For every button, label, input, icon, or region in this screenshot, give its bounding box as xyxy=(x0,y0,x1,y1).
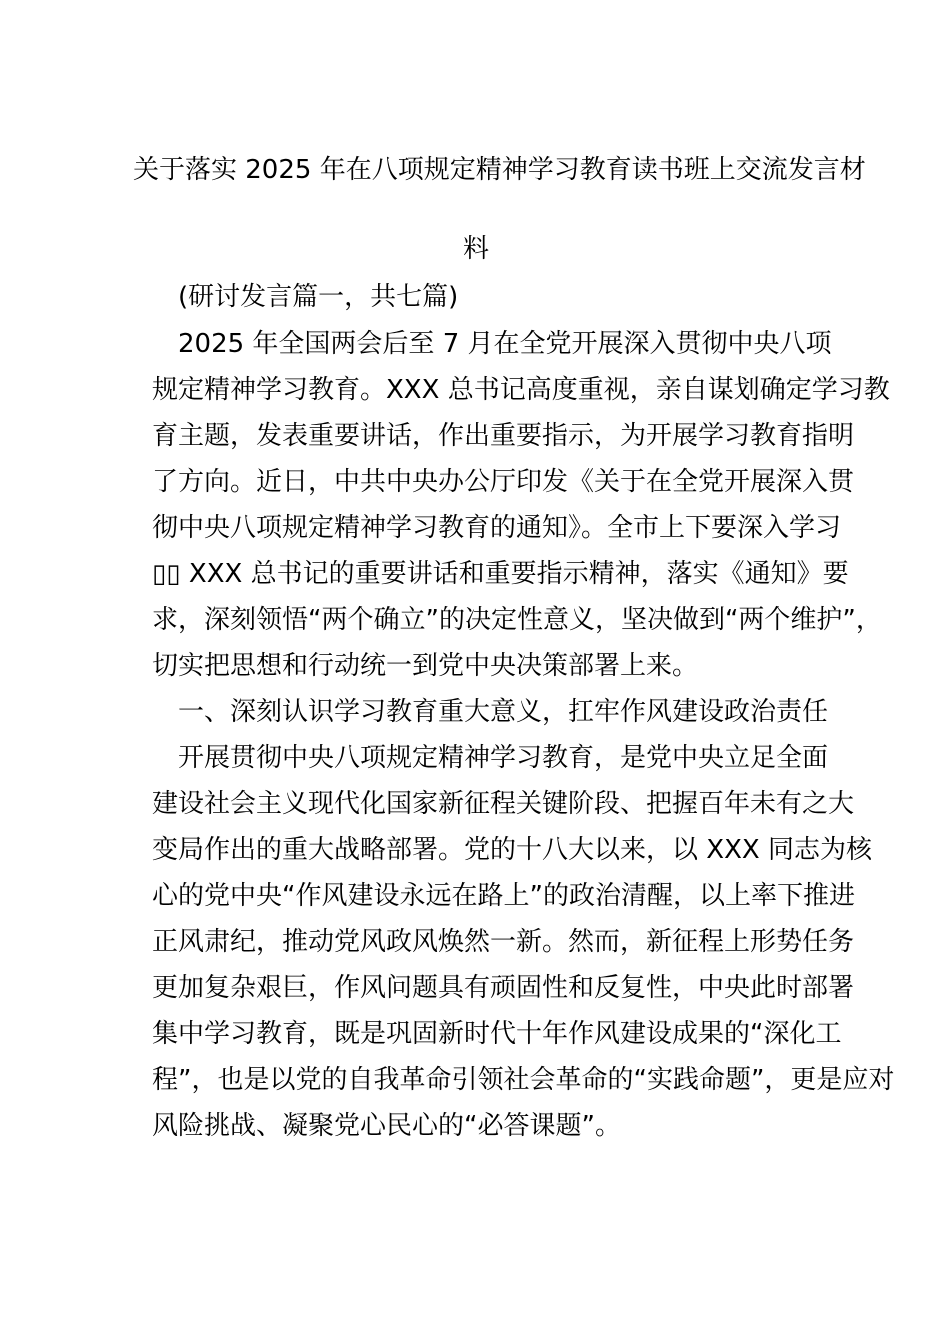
paragraph-2-line: 更加复杂艰巨，作风问题具有顽固性和反复性，中央此时部署 xyxy=(152,973,855,1003)
paragraph-2-line: 变局作出的重大战略部署。党的十八大以来，以 XXX 同志为核 xyxy=(152,835,872,865)
paragraph-1-line: 切实把思想和行动统一到党中央决策部署上来。 xyxy=(152,651,699,681)
document-title-line-2: 料 xyxy=(463,234,490,264)
document-title-line-1: 关于落实 2025 年在八项规定精神学习教育读书班上交流发言材 xyxy=(133,155,866,185)
paragraph-1-line: ▯▯ XXX 总书记的重要讲话和重要指示精神，落实《通知》要 xyxy=(152,559,849,589)
paragraph-2-line: 程”，也是以党的自我革命引领社会革命的“实践命题”，更是应对 xyxy=(152,1065,895,1095)
paragraph-2-line: 风险挑战、凝聚党心民心的“必答课题”。 xyxy=(152,1111,621,1141)
paragraph-1-line: 彻中央八项规定精神学习教育的通知》。全市上下要深入学习 xyxy=(152,513,842,543)
paragraph-1-line: 育主题，发表重要讲话，作出重要指示，为开展学习教育指明 xyxy=(152,421,855,451)
document-subtitle: (研讨发言篇一，共七篇) xyxy=(178,282,459,312)
paragraph-2-line: 集中学习教育，既是巩固新时代十年作风建设成果的“深化工 xyxy=(152,1019,842,1049)
paragraph-2-line: 建设社会主义现代化国家新征程关键阶段、把握百年未有之大 xyxy=(152,789,855,819)
paragraph-1-line: 了方向。近日，中共中央办公厅印发《关于在全党开展深入贯 xyxy=(152,467,855,497)
paragraph-2-line: 正风肃纪，推动党风政风焕然一新。然而，新征程上形势任务 xyxy=(152,927,855,957)
paragraph-2-line: 心的党中央“作风建设永远在路上”的政治清醒，以上率下推进 xyxy=(152,881,855,911)
paragraph-1-line: 求，深刻领悟“两个确立”的决定性意义，坚决做到“两个维护”， xyxy=(152,605,882,635)
section-heading: 一、深刻认识学习教育重大意义，扛牢作风建设政治责任 xyxy=(178,697,829,727)
paragraph-1-line: 规定精神学习教育。XXX 总书记高度重视，亲自谋划确定学习教 xyxy=(152,375,890,405)
paragraph-1-line: 2025 年全国两会后至 7 月在全党开展深入贯彻中央八项 xyxy=(178,329,832,359)
paragraph-2-line: 开展贯彻中央八项规定精神学习教育，是党中央立足全面 xyxy=(178,743,829,773)
